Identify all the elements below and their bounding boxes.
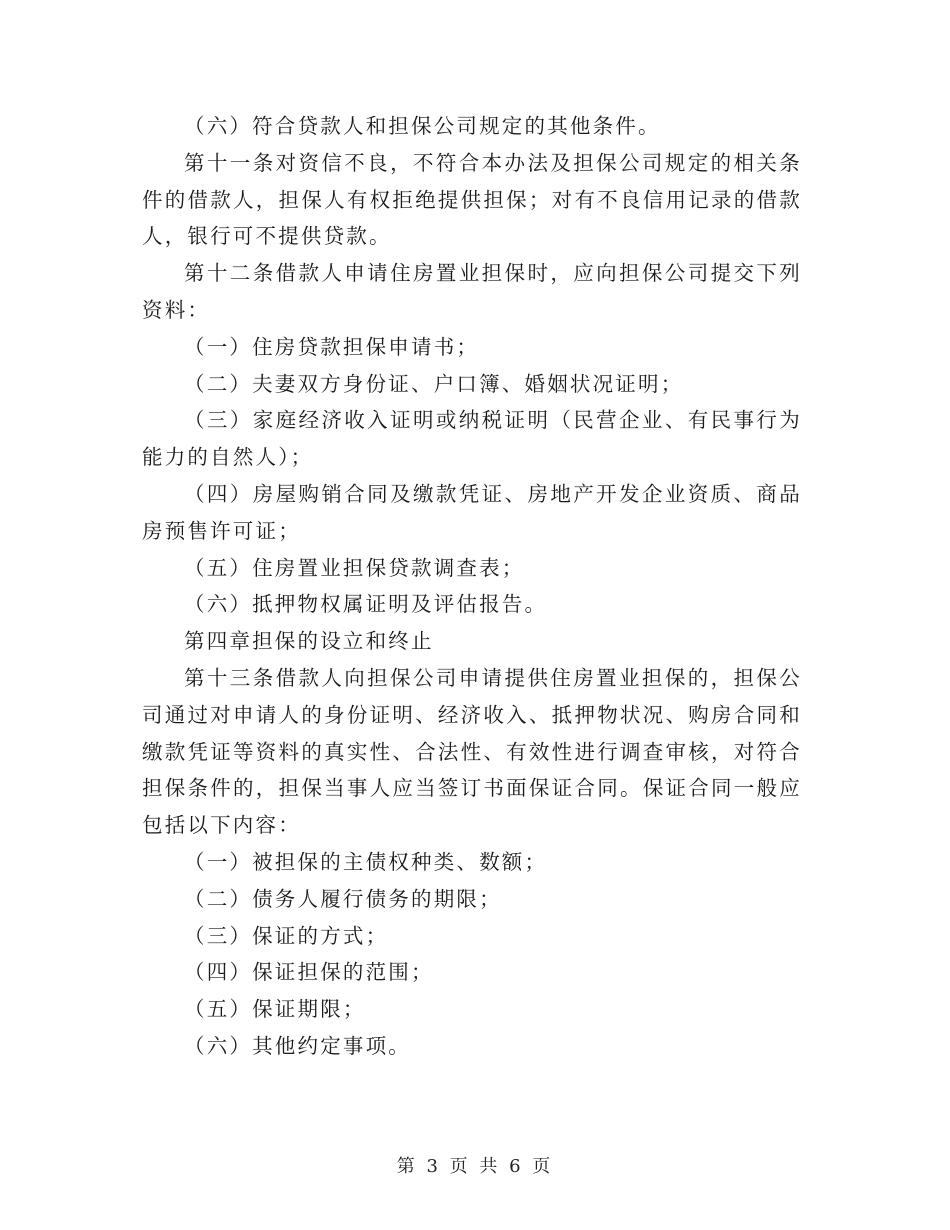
paragraph: （六）抵押物权属证明及评估报告。 — [184, 592, 548, 617]
document-body — [142, 108, 802, 1065]
current-page-number: 3 — [426, 1156, 441, 1177]
paragraph: （六）其他约定事项。 — [184, 1033, 411, 1058]
footer-middle: 页 共 — [449, 1156, 501, 1177]
paragraph: （四）房屋购销合同及缴款凭证、房地产开发企业资质、商品房预售许可证； — [142, 481, 802, 543]
paragraph: （一）住房贷款担保申请书； — [184, 334, 480, 359]
paragraph: （四）保证担保的范围； — [184, 960, 434, 985]
paragraph: （一）被担保的主债权种类、数额； — [184, 849, 548, 874]
paragraph: 第十三条借款人向担保公司申请提供住房置业担保的，担保公司通过对申请人的身份证明、经济收入、抵押物状况、购房合同和缴款凭证等资料的真实性、合法性、有效性进行调查审核，对符合担保条件的，担保当事人应当签订书面保证合同。保证合同一般应包括以下内容： — [142, 665, 802, 838]
footer-prefix: 第 — [396, 1156, 418, 1177]
paragraph: （三）家庭经济收入证明或纳税证明（民营企业、有民事行为能力的自然人）； — [142, 408, 802, 470]
total-page-number: 6 — [509, 1156, 524, 1177]
chapter-heading: 第四章担保的设立和终止 — [184, 629, 434, 654]
paragraph: （二）夫妻双方身份证、户口簿、婚姻状况证明； — [184, 371, 684, 396]
paragraph: （五）保证期限； — [184, 997, 366, 1022]
paragraph: （六）符合贷款人和担保公司规定的其他条件。 — [184, 114, 661, 138]
paragraph: 第十一条对资信不良，不符合本办法及担保公司规定的相关条件的借款人，担保人有权拒绝提供担保；对有不良信用记录的借款人，银行可不提供贷款。 — [142, 150, 802, 249]
footer-suffix: 页 — [532, 1156, 554, 1177]
page-footer — [0, 1152, 950, 1178]
paragraph: （三）保证的方式； — [184, 923, 389, 948]
paragraph: （二）债务人履行债务的期限； — [184, 886, 502, 911]
paragraph: 第十二条借款人申请住房置业担保时，应向担保公司提交下列资料： — [142, 261, 802, 322]
paragraph: （五）住房置业担保贷款调查表； — [184, 555, 525, 580]
